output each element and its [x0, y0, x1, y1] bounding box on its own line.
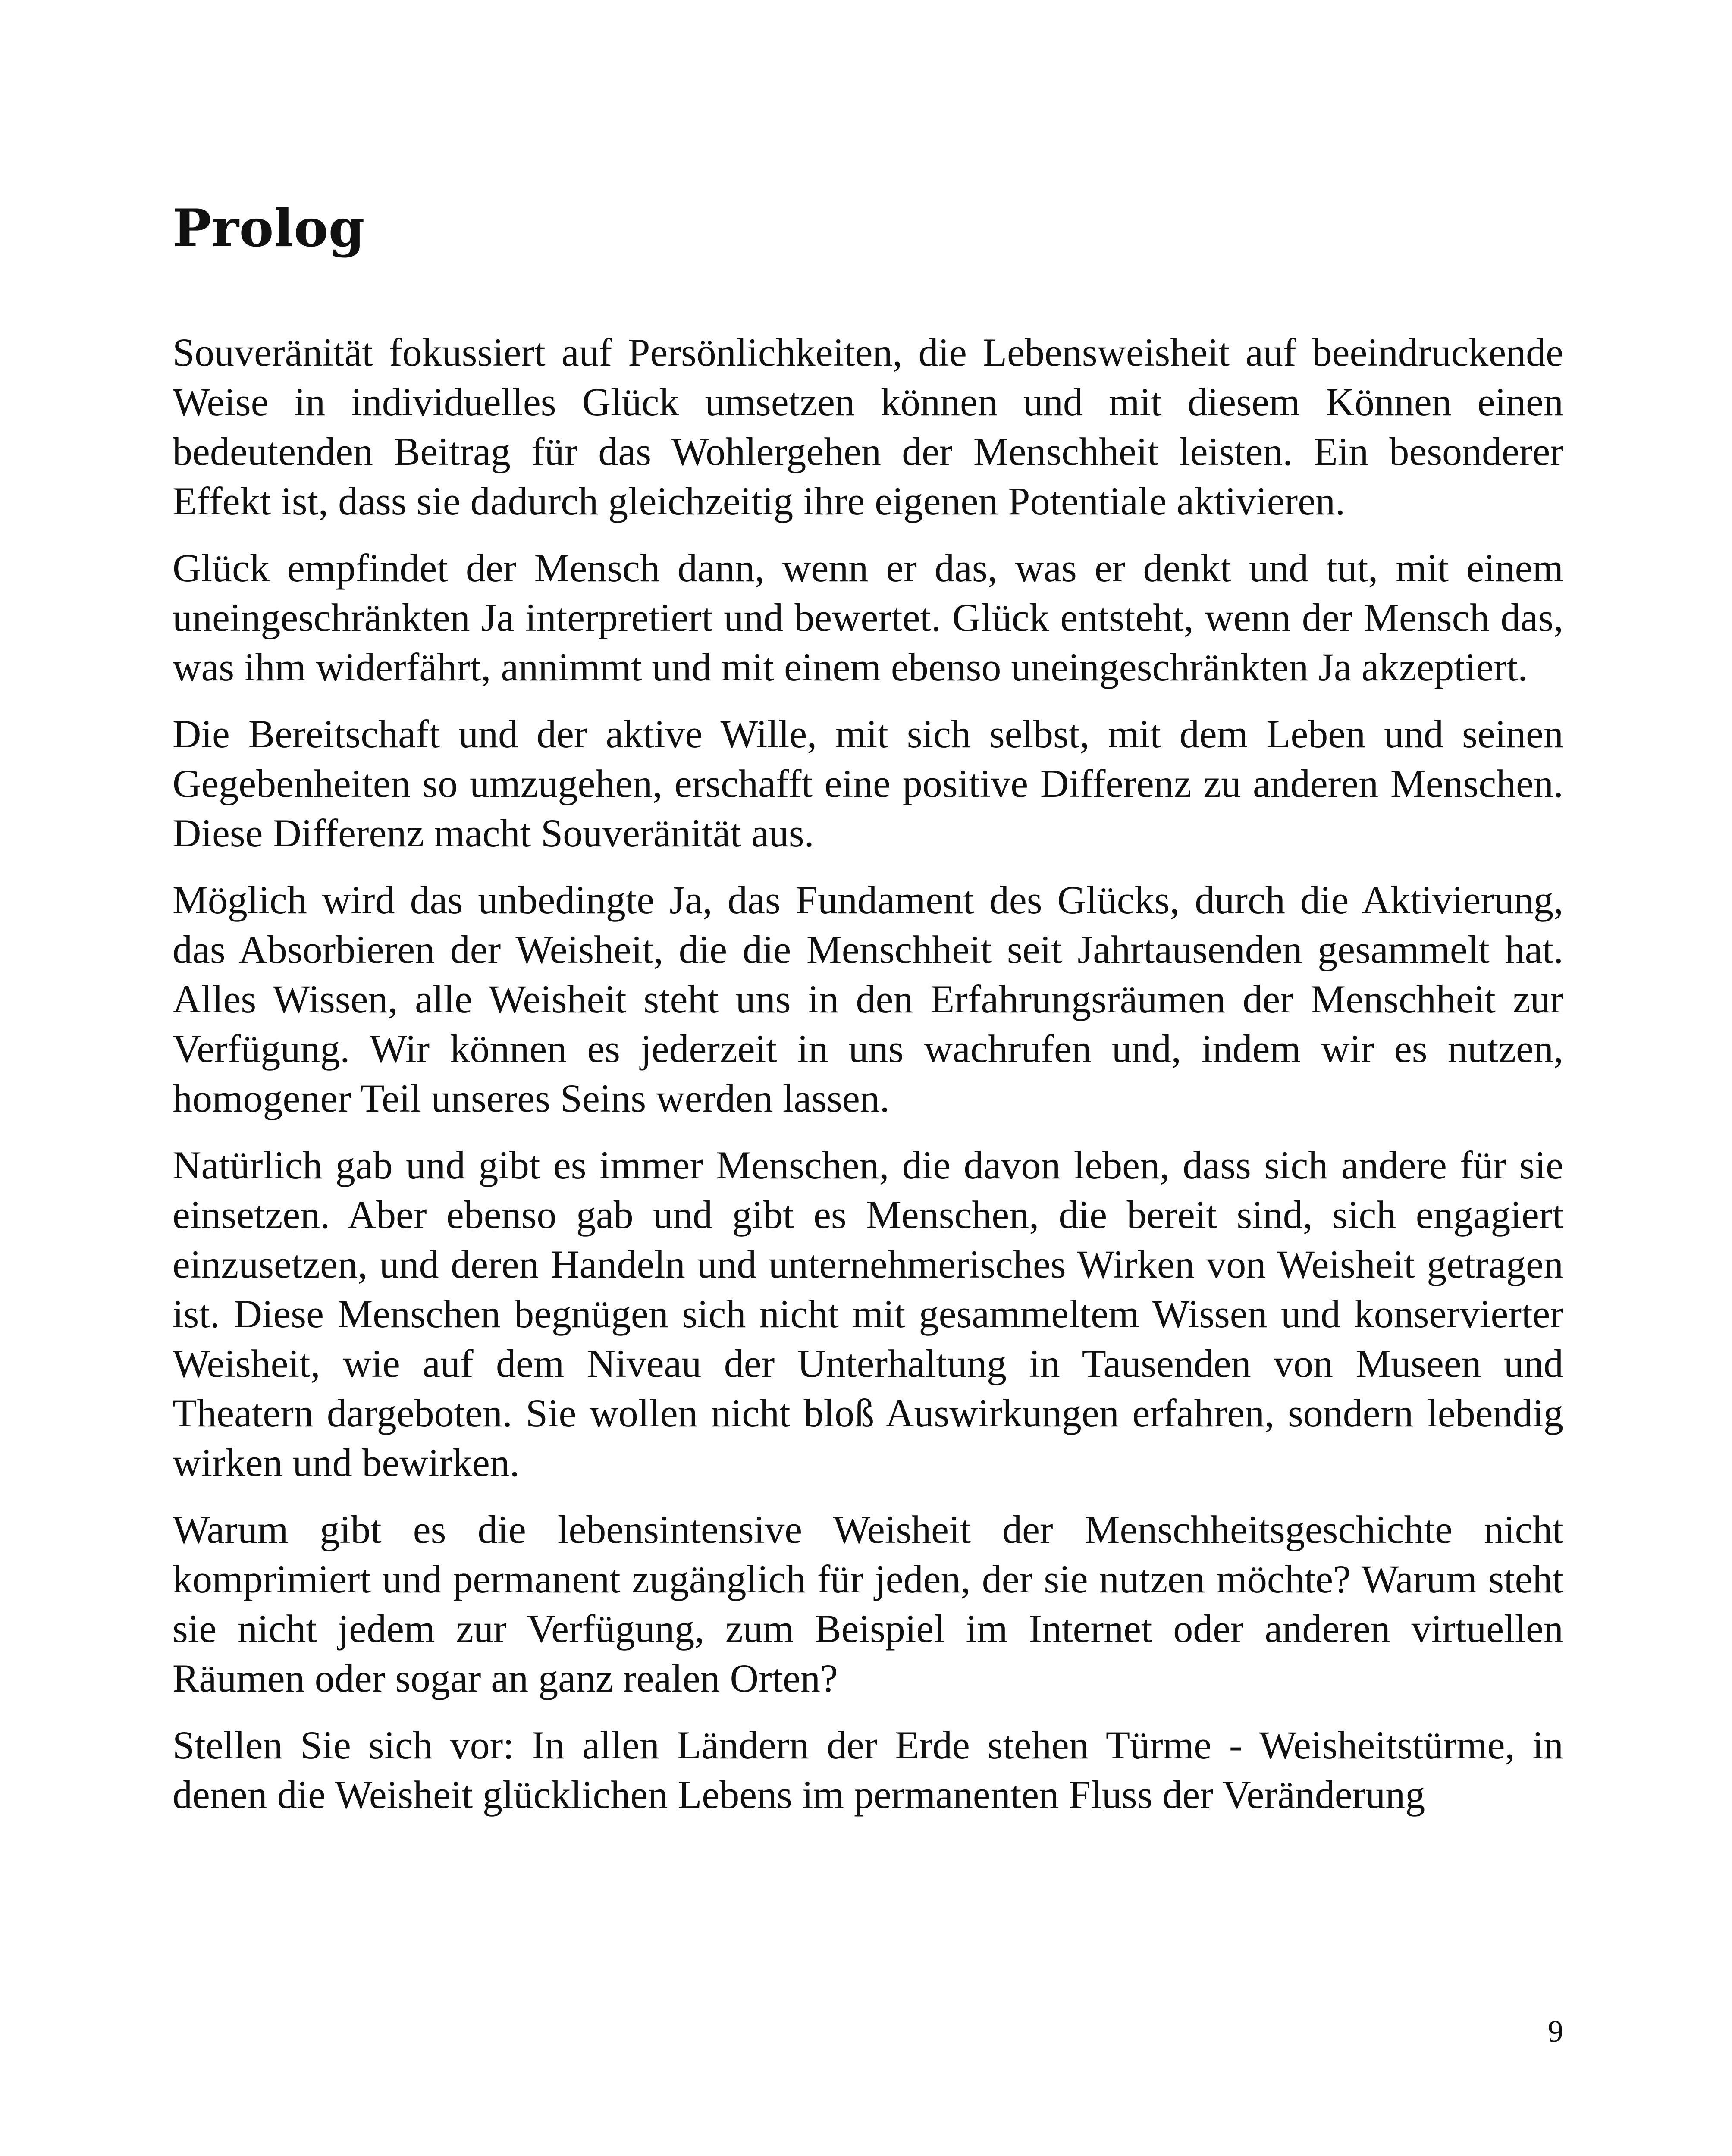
- page-number: 9: [1548, 2014, 1563, 2049]
- paragraph-7: Stellen Sie sich vor: In allen Ländern der Erde stehen Türme - Weisheitstürme, in denen die Weisheit glücklichen Lebens im permanenten Fluss der Veränderung: [173, 1723, 1563, 1817]
- body-text: [173, 328, 1563, 1837]
- paragraph-2: Glück empfindet der Mensch dann, wenn er das, was er denkt und tut, mit einem uneingeschränkten Ja interpretiert und bewertet. Glück entsteht, wenn der Mensch das, was ihm widerfährt, annimmt und mit einem ebenso uneingeschränkten Ja akzeptiert.: [173, 546, 1563, 689]
- paragraph-6: Warum gibt es die lebensintensive Weisheit der Menschheitsgeschichte nicht komprimiert und permanent zugänglich für jeden, der sie nutzen möchte? Warum steht sie nicht jedem zur Verfügung, zum Beispiel im Internet oder anderen virtuellen Räumen oder sogar an ganz realen Orten?: [173, 1507, 1563, 1700]
- paragraph-4: Möglich wird das unbedingte Ja, das Fundament des Glücks, durch die Aktivierung, das Absorbieren der Weisheit, die die Menschheit seit Jahrtausenden gesammelt hat. Alles Wissen, alle Weisheit steht uns in den Erfahrungsräumen der Menschheit zur Verfügung. Wir können es jederzeit in uns wachrufen und, indem wir es nutzen, homogener Teil unseres Seins werden lassen.: [173, 878, 1563, 1120]
- chapter-title: Prolog: [173, 198, 365, 259]
- paragraph-1: Souveränität fokussiert auf Persönlichkeiten, die Lebensweisheit auf beeindruckende Weise in individuelles Glück umsetzen können und mit diesem Können einen bedeutenden Beitrag für das Wohlergehen der Menschheit leisten. Ein besonderer Effekt ist, dass sie dadurch gleichzeitig ihre eigenen Potentiale aktivieren.: [173, 330, 1563, 523]
- paragraph-5: Natürlich gab und gibt es immer Menschen, die davon leben, dass sich andere für sie einsetzen. Aber ebenso gab und gibt es Menschen, die bereit sind, sich engagiert einzusetzen, und deren Handeln und unternehmerisches Wirken von Weisheit getragen ist. Diese Menschen begnügen sich nicht mit gesammeltem Wissen und konservierter Weisheit, wie auf dem Niveau der Unterhaltung in Tausenden von Museen und Theatern dargeboten. Sie wollen nicht bloß Auswirkungen erfahren, sondern lebendig wirken und bewirken.: [173, 1143, 1563, 1485]
- paragraph-3: Die Bereitschaft und der aktive Wille, mit sich selbst, mit dem Leben und seinen Gegebenheiten so umzugehen, erschafft eine positive Differenz zu anderen Menschen. Diese Differenz macht Souveränität aus.: [173, 712, 1563, 855]
